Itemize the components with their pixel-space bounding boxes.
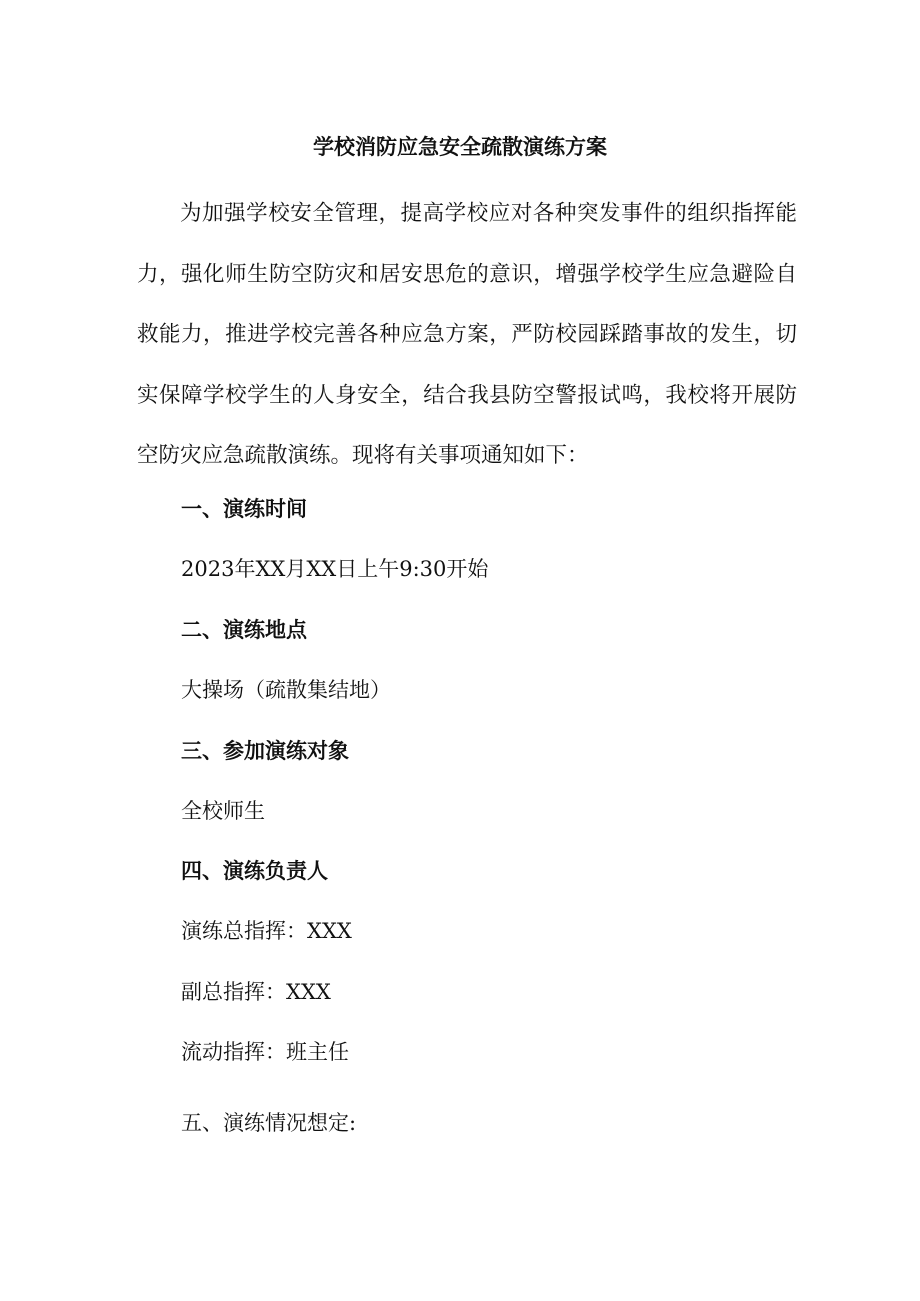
intro-paragraph: 为加强学校安全管理，提高学校应对各种突发事件的组织指挥能力，强化师生防空防灾和居安思危的意识，增强学校学生应急避险自救能力，推进学校完善各种应急方案，严防校园踩踏事故的发生，切实保障学校学生的人身安全，结合我县防空警报试鸣，我校将开展防空防灾应急疏散演练。现将有关事项通知如下：	[137, 201, 797, 468]
leader-deputy-commander: 副总指挥：XXX	[181, 980, 331, 1004]
leader-mobile-commander: 流动指挥：班主任	[181, 1040, 349, 1064]
section-body-location: 大操场（疏散集结地）	[181, 678, 391, 702]
section-heading-time: 一、演练时间	[181, 496, 307, 521]
section-body-time: 2023年XX月XX日上午9:30开始	[181, 557, 489, 581]
section-heading-leaders: 四、演练负责人	[181, 858, 328, 883]
section-heading-location: 二、演练地点	[181, 617, 307, 642]
section-body-participants: 全校师生	[181, 799, 265, 823]
section-heading-participants: 三、参加演练对象	[181, 738, 349, 763]
document-title: 学校消防应急安全疏散演练方案	[313, 134, 607, 159]
section-heading-scenario: 五、演练情况想定:	[181, 1111, 357, 1135]
leader-commander: 演练总指挥：XXX	[181, 919, 352, 943]
